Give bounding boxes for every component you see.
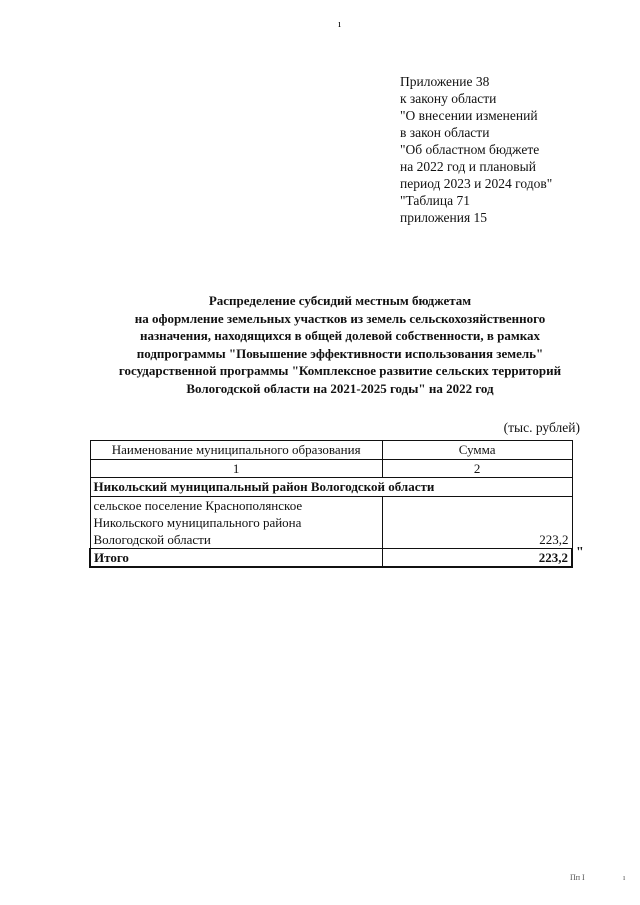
title-line: Распределение субсидий местным бюджетам: [208, 293, 472, 308]
header-name: Наименование муниципального образования: [90, 441, 382, 460]
row-name-line: сельское поселение Краснополянское: [93, 498, 303, 513]
appendix-line: "Об областном бюджете: [400, 142, 540, 157]
document-title: [60, 292, 620, 397]
header-sum: Сумма: [382, 441, 572, 460]
units-label: (тыс. рублей): [503, 420, 580, 435]
appendix-line: к закону области: [400, 91, 497, 106]
group-label: Никольский муниципальный район Вологодской области: [90, 478, 572, 497]
subsidy-table: [89, 440, 573, 568]
row-name-line: Вологодской области: [93, 532, 211, 547]
appendix-line: "О внесении изменений: [400, 108, 538, 123]
column-number: 2: [382, 460, 572, 478]
total-amount: 223,2: [382, 549, 572, 568]
total-row: [90, 549, 572, 568]
appendix-block: [400, 73, 630, 226]
column-number-row: [90, 460, 572, 478]
title-line: подпрограммы "Повышение эффективности использования земель": [136, 345, 544, 361]
appendix-line: в закон области: [400, 125, 490, 140]
title-line: на оформление земельных участков из земель сельскохозяйственного: [134, 310, 546, 326]
appendix-line: на 2022 год и плановый: [400, 159, 536, 174]
table-row: [90, 497, 572, 549]
title-line: Вологодской области на 2021-2025 годы" на 2022 год: [186, 380, 494, 396]
appendix-line: Приложение 38: [400, 74, 490, 89]
table-header-row: [90, 441, 572, 460]
row-name: [90, 497, 382, 549]
page-mark: ı: [338, 18, 342, 30]
appendix-line: "Таблица 71: [400, 193, 470, 208]
title-line: государственной программы "Комплексное развитие сельских территорий: [118, 363, 562, 378]
title-line: назначения, находящихся в общей долевой собственности, в рамках: [139, 328, 541, 343]
appendix-line: период 2023 и 2024 годов": [400, 176, 553, 191]
group-row: [90, 478, 572, 497]
edge-mark: ı: [623, 873, 626, 882]
column-number: 1: [90, 460, 382, 478]
row-amount: 223,2: [382, 497, 572, 549]
footer-mark: Пп I: [570, 873, 585, 882]
appendix-line: приложения 15: [400, 210, 488, 225]
closing-quote: ": [576, 545, 584, 560]
row-name-line: Никольского муниципального района: [93, 515, 302, 530]
total-label: Итого: [90, 549, 382, 568]
